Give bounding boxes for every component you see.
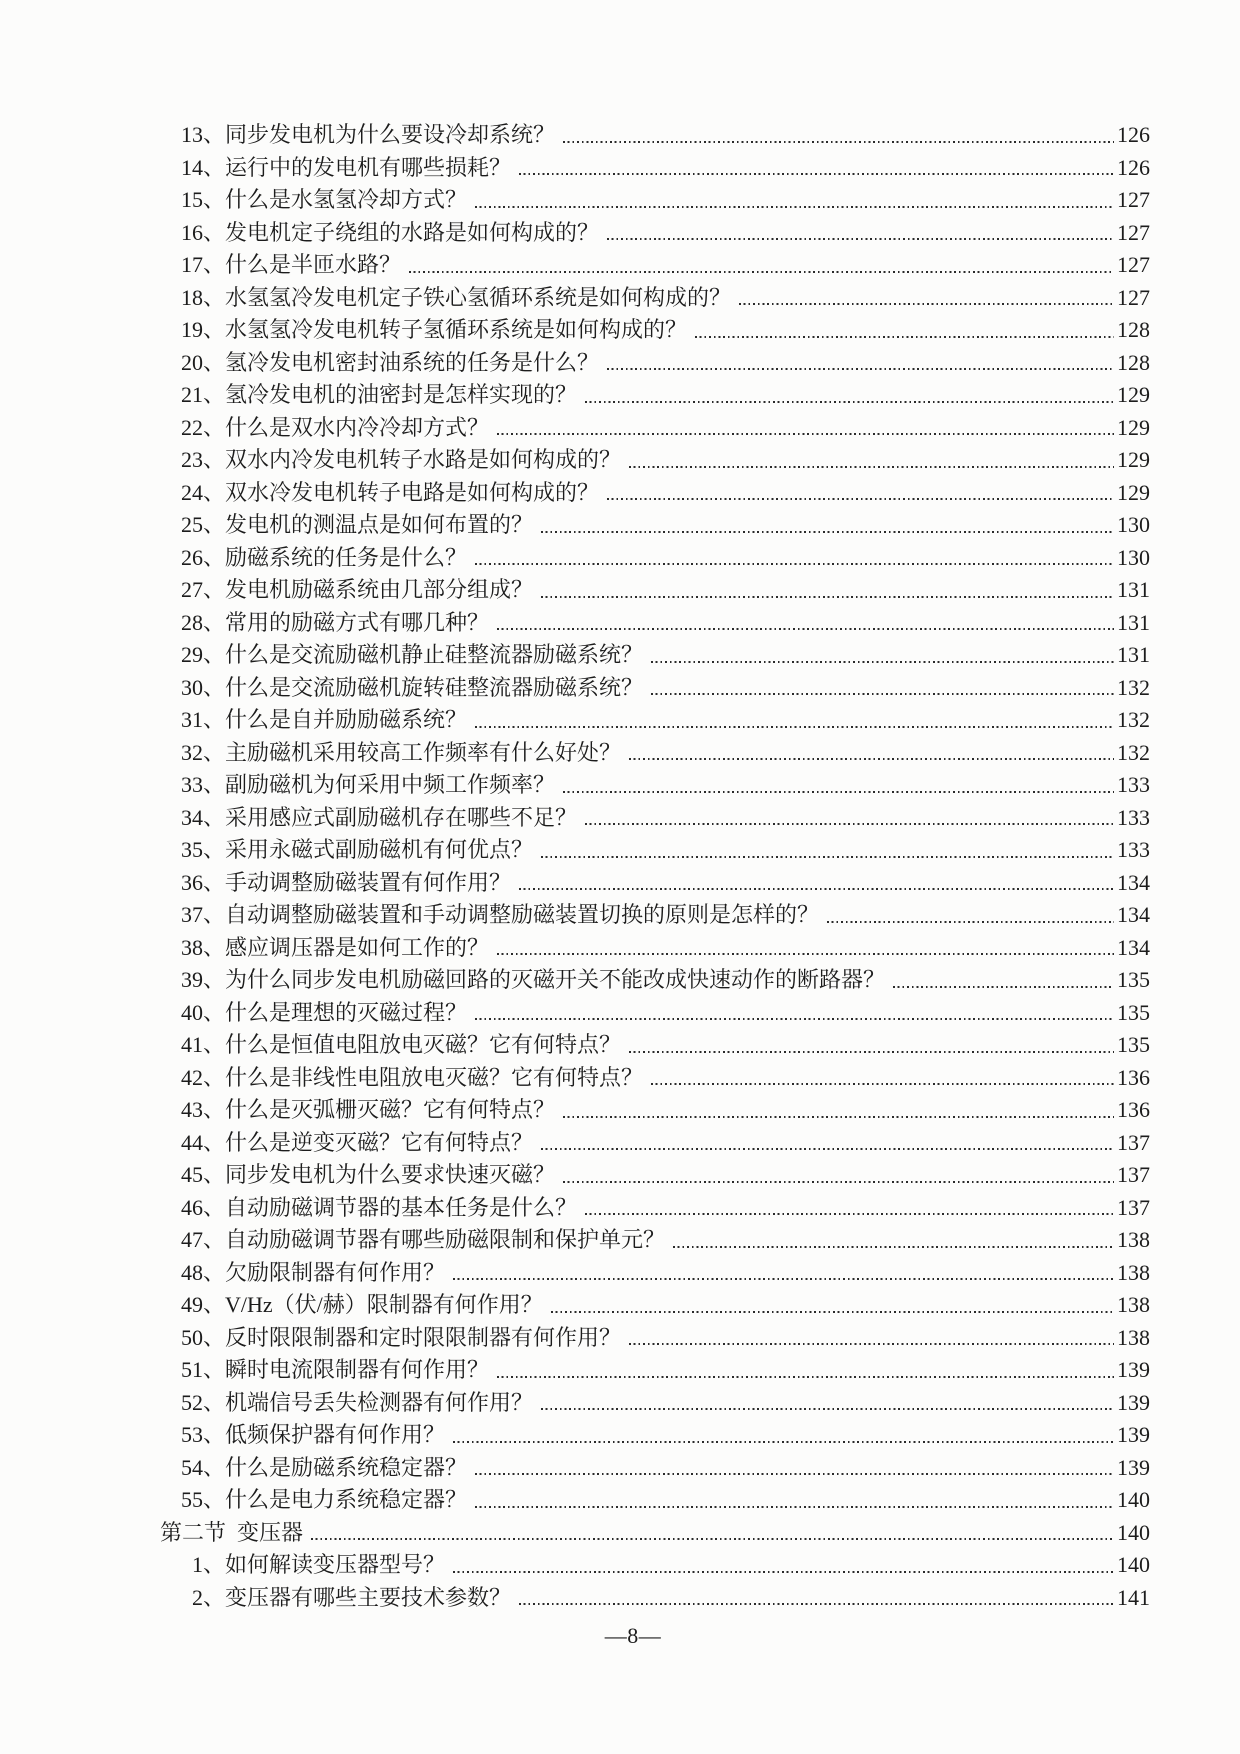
toc-entry-title: 水氢氢冷发电机转子氢循环系统是如何构成的？ <box>225 317 688 342</box>
toc-entry-number: 30、 <box>180 674 225 700</box>
toc-entry-page: 131 <box>1117 642 1150 667</box>
toc-entry-title: 采用感应式副励磁机存在哪些不足？ <box>225 804 578 830</box>
toc-entry-title: 励磁系统的任务是什么？ <box>225 544 468 570</box>
toc-entry-page: 133 <box>1117 837 1150 862</box>
dot-leader <box>541 1148 1114 1150</box>
toc-entry-title: 发电机励磁系统由几部分组成？ <box>225 577 534 602</box>
dot-leader <box>827 921 1114 923</box>
toc-entry-title: 为什么同步发电机励磁回路的灭磁开关不能改成快速动作的断路器？ <box>225 967 886 992</box>
toc-entry-number: 47、 <box>180 1227 225 1252</box>
toc-entry-number: 50、 <box>180 1324 225 1350</box>
dot-leader <box>563 791 1114 793</box>
toc-entry-title: 如何解读变压器型号？ <box>225 1552 446 1577</box>
toc-entry-page: 136 <box>1117 1064 1150 1090</box>
toc-entry-title: 常用的励磁方式有哪几种？ <box>225 609 490 635</box>
toc-entry-page: 134 <box>1117 869 1150 895</box>
toc-entry-page: 139 <box>1117 1357 1150 1382</box>
toc-entry-page: 137 <box>1117 1129 1150 1155</box>
toc-entry-page: 128 <box>1117 349 1150 375</box>
toc-entry-page: 138 <box>1117 1227 1150 1252</box>
toc-entry-number: 31、 <box>180 707 225 732</box>
toc-entry-number: 17、 <box>180 252 225 277</box>
toc-entry <box>155 607 1150 640</box>
dot-leader <box>585 401 1114 403</box>
toc-entry <box>155 802 1150 835</box>
toc-entry-number: 25、 <box>180 512 225 537</box>
toc-entry-title: 同步发电机为什么要求快速灭磁？ <box>225 1162 556 1187</box>
toc-entry <box>155 1192 1150 1225</box>
dot-leader <box>497 433 1114 435</box>
toc-entry-page: 139 <box>1117 1389 1150 1415</box>
toc-entry-page: 138 <box>1117 1292 1150 1317</box>
dot-leader <box>519 1603 1114 1605</box>
toc-entry <box>155 1062 1150 1095</box>
toc-entry-title: 什么是自并励励磁系统？ <box>225 707 468 732</box>
toc-entry-title: 变压器 <box>237 1519 304 1545</box>
toc-entry-title: 什么是理想的灭磁过程？ <box>225 999 468 1025</box>
dot-leader <box>497 1376 1114 1378</box>
toc-entry-title: 主励磁机采用较高工作频率有什么好处？ <box>225 739 622 765</box>
dot-leader <box>541 1408 1114 1410</box>
toc-entry-title: 反时限限制器和定时限限制器有何作用？ <box>225 1324 622 1350</box>
toc-entry-page: 140 <box>1117 1552 1150 1577</box>
toc-entry <box>155 542 1150 575</box>
dot-leader <box>551 1311 1114 1313</box>
dot-leader <box>409 271 1114 273</box>
toc-entry-page: 134 <box>1117 934 1150 960</box>
toc-entry <box>155 1549 1150 1582</box>
toc-entry <box>155 347 1150 380</box>
page-footer <box>605 1622 662 1650</box>
toc-entry-page: 131 <box>1117 609 1150 635</box>
toc-entry-number: 49、 <box>180 1292 225 1317</box>
toc-entry-page: 141 <box>1117 1584 1150 1610</box>
toc-entry-title: 双水内冷发电机转子水路是如何构成的？ <box>225 447 622 472</box>
dot-leader <box>607 368 1114 370</box>
toc-entry-number: 44、 <box>180 1129 225 1155</box>
toc-entry <box>155 217 1150 250</box>
toc-entry-page: 140 <box>1117 1519 1150 1545</box>
toc-entry-title: 瞬时电流限制器有何作用？ <box>225 1357 490 1382</box>
dot-leader <box>475 206 1114 208</box>
toc-entry <box>155 119 1150 152</box>
toc-entry-page: 128 <box>1117 317 1150 342</box>
toc-entry <box>155 1094 1150 1127</box>
toc-entry-title: 发电机的测温点是如何布置的？ <box>225 512 534 537</box>
toc-entry-number: 37、 <box>180 902 225 927</box>
toc-entry-title: 双水冷发电机转子电路是如何构成的？ <box>225 479 600 505</box>
toc-entry <box>155 1387 1150 1420</box>
toc-entry-number: 41、 <box>180 1032 225 1057</box>
toc-entry-number: 32、 <box>180 739 225 765</box>
toc-entry-number: 24、 <box>180 479 225 505</box>
toc-entry-title: 什么是灭弧栅灭磁？它有何特点？ <box>225 1097 556 1122</box>
toc-entry <box>155 574 1150 607</box>
toc-entry-title: 什么是双水内冷冷却方式？ <box>225 414 490 440</box>
toc-entry-number: 45、 <box>180 1162 225 1187</box>
toc-entry <box>155 249 1150 282</box>
dot-leader <box>563 1181 1114 1183</box>
dot-leader <box>739 303 1114 305</box>
toc-entry <box>155 1582 1150 1615</box>
toc-entry <box>155 1419 1150 1452</box>
toc-entry-page: 135 <box>1117 1032 1150 1057</box>
toc-entry <box>155 834 1150 867</box>
toc-entry-page: 129 <box>1117 447 1150 472</box>
toc-entry <box>155 282 1150 315</box>
toc-entry <box>155 672 1150 705</box>
toc-entry-page: 133 <box>1117 772 1150 797</box>
toc-entry-page: 139 <box>1117 1454 1150 1480</box>
toc-entry-number: 15、 <box>180 187 225 212</box>
toc-entry <box>155 1289 1150 1322</box>
toc-entry-title: 什么是恒值电阻放电灭磁？它有何特点？ <box>225 1032 622 1057</box>
dot-leader <box>585 1213 1114 1215</box>
toc-entry-number: 35、 <box>180 837 225 862</box>
dot-leader <box>541 531 1114 533</box>
toc-entry <box>155 444 1150 477</box>
toc-entry-title: 什么是电力系统稳定器？ <box>225 1487 468 1512</box>
dot-leader <box>497 953 1114 955</box>
dot-leader <box>311 1538 1114 1540</box>
toc-entry-page: 135 <box>1117 999 1150 1025</box>
toc-entry <box>155 184 1150 217</box>
toc-entry-page: 126 <box>1117 154 1150 180</box>
toc-entry-number: 28、 <box>180 609 225 635</box>
toc-entry-page: 137 <box>1117 1194 1150 1220</box>
toc-entry-page: 137 <box>1117 1162 1150 1187</box>
dot-leader <box>563 141 1114 143</box>
toc-entry-page: 127 <box>1117 187 1150 212</box>
toc-entry-title: 同步发电机为什么要设冷却系统？ <box>225 122 556 147</box>
dot-leader <box>629 1343 1114 1345</box>
dot-leader <box>453 1571 1114 1573</box>
toc-entry <box>155 769 1150 802</box>
toc-entry-number: 39、 <box>180 967 225 992</box>
dot-leader <box>497 628 1114 630</box>
toc-entry <box>155 152 1150 185</box>
toc-entry <box>155 867 1150 900</box>
dot-leader <box>475 1018 1114 1020</box>
toc-entry-page: 131 <box>1117 577 1150 602</box>
toc-entry-number: 26、 <box>180 544 225 570</box>
toc-entry-title: 发电机定子绕组的水路是如何构成的？ <box>225 219 600 245</box>
toc-entry <box>155 639 1150 672</box>
toc-entry-title: 低频保护器有何作用？ <box>225 1422 446 1447</box>
dot-leader <box>475 726 1114 728</box>
toc-entry-page: 136 <box>1117 1097 1150 1122</box>
toc-entry-page: 133 <box>1117 804 1150 830</box>
toc-entry <box>155 314 1150 347</box>
toc-entry <box>155 1159 1150 1192</box>
dot-leader <box>629 758 1114 760</box>
toc-entry-title: 欠励限制器有何作用？ <box>225 1259 446 1285</box>
toc-entry-title: 什么是交流励磁机旋转硅整流器励磁系统？ <box>225 674 644 700</box>
toc-entry <box>155 412 1150 445</box>
toc-entry-title: 自动调整励磁装置和手动调整励磁装置切换的原则是怎样的？ <box>225 902 820 927</box>
toc-entry <box>155 1224 1150 1257</box>
dot-leader <box>629 466 1114 468</box>
toc-entry-number: 20、 <box>180 349 225 375</box>
dot-leader <box>541 856 1114 858</box>
dot-leader <box>585 823 1114 825</box>
toc-entry-number: 46、 <box>180 1194 225 1220</box>
toc-entry-title: 什么是交流励磁机静止硅整流器励磁系统？ <box>225 642 644 667</box>
toc-entry-page: 130 <box>1117 512 1150 537</box>
toc-entry <box>155 997 1150 1030</box>
dot-leader <box>475 563 1114 565</box>
toc-entry-title: V/Hz（伏/赫）限制器有何作用？ <box>225 1292 543 1317</box>
toc-entry <box>155 1517 1150 1550</box>
toc-entry-title: 什么是逆变灭磁？它有何特点？ <box>225 1129 534 1155</box>
toc-entry-number: 36、 <box>180 869 225 895</box>
toc-entry-number: 27、 <box>180 577 225 602</box>
toc-entry-page: 132 <box>1117 739 1150 765</box>
toc-entry-title: 什么是半匝水路？ <box>225 252 402 277</box>
dot-leader <box>651 661 1114 663</box>
toc-entry <box>155 932 1150 965</box>
dot-leader <box>453 1441 1114 1443</box>
toc-entry <box>155 477 1150 510</box>
toc-entry-title: 自动励磁调节器有哪些励磁限制和保护单元？ <box>225 1227 666 1252</box>
toc-entry-page: 129 <box>1117 414 1150 440</box>
toc-entry-page: 130 <box>1117 544 1150 570</box>
toc-entry-number: 22、 <box>180 414 225 440</box>
toc-entry-number: 2、 <box>191 1584 225 1610</box>
toc-entry-title: 手动调整励磁装置有何作用？ <box>225 869 512 895</box>
dot-leader <box>629 1051 1114 1053</box>
toc-entry-page: 127 <box>1117 219 1150 245</box>
toc-entry <box>155 1029 1150 1062</box>
toc-entry-number: 第二节 <box>160 1519 227 1545</box>
dot-leader <box>673 1246 1114 1248</box>
toc-entry <box>155 704 1150 737</box>
toc-entry-number: 43、 <box>180 1097 225 1122</box>
toc-entry-number: 29、 <box>180 642 225 667</box>
dot-leader <box>695 336 1114 338</box>
toc-entry-number: 14、 <box>180 154 225 180</box>
toc-entry-number: 40、 <box>180 999 225 1025</box>
toc-entry-title: 采用永磁式副励磁机有何优点？ <box>225 837 534 862</box>
toc-entry-title: 自动励磁调节器的基本任务是什么？ <box>225 1194 578 1220</box>
toc-entry-title: 氢冷发电机的油密封是怎样实现的？ <box>225 382 578 407</box>
toc-entry-number: 23、 <box>180 447 225 472</box>
toc-entry-page: 140 <box>1117 1487 1150 1512</box>
toc-entry <box>155 379 1150 412</box>
toc-entry-title: 氢冷发电机密封油系统的任务是什么？ <box>225 349 600 375</box>
dot-leader <box>475 1506 1114 1508</box>
toc-entry-title: 什么是励磁系统稳定器？ <box>225 1454 468 1480</box>
dot-leader <box>475 1473 1114 1475</box>
toc-entry-title: 感应调压器是如何工作的？ <box>225 934 490 960</box>
toc-entry-page: 134 <box>1117 902 1150 927</box>
toc-entry-number: 55、 <box>180 1487 225 1512</box>
toc-entry <box>155 1452 1150 1485</box>
toc-entry <box>155 1484 1150 1517</box>
toc-entry-number: 16、 <box>180 219 225 245</box>
toc-entry-number: 42、 <box>180 1064 225 1090</box>
toc-entry-number: 53、 <box>180 1422 225 1447</box>
toc-entry-title: 运行中的发电机有哪些损耗？ <box>225 154 512 180</box>
toc-entry-number: 48、 <box>180 1259 225 1285</box>
dot-leader <box>563 1116 1114 1118</box>
toc-entry <box>155 509 1150 542</box>
toc-entry-number: 1、 <box>191 1552 225 1577</box>
toc-entry-number: 21、 <box>180 382 225 407</box>
toc-entry-number: 33、 <box>180 772 225 797</box>
toc-entry-title: 变压器有哪些主要技术参数？ <box>225 1584 512 1610</box>
toc-entry-title: 副励磁机为何采用中频工作频率？ <box>225 772 556 797</box>
toc-entry-number: 52、 <box>180 1389 225 1415</box>
toc-entry-page: 138 <box>1117 1324 1150 1350</box>
footer-page-number: —8— <box>604 1623 662 1648</box>
dot-leader <box>651 693 1114 695</box>
toc-entry <box>155 899 1150 932</box>
toc-entry-page: 127 <box>1117 252 1150 277</box>
dot-leader <box>541 596 1114 598</box>
toc-entry-page: 132 <box>1117 674 1150 700</box>
dot-leader <box>651 1083 1114 1085</box>
toc-entry-page: 126 <box>1117 122 1150 147</box>
toc-entry <box>155 1354 1150 1387</box>
toc-entry-number: 18、 <box>180 284 225 310</box>
toc-entry-page: 139 <box>1117 1422 1150 1447</box>
toc-entry-title: 机端信号丢失检测器有何作用？ <box>225 1389 534 1415</box>
toc-entry-page: 129 <box>1117 382 1150 407</box>
dot-leader <box>893 986 1114 988</box>
toc-entry-page: 132 <box>1117 707 1150 732</box>
toc-entry-number: 34、 <box>180 804 225 830</box>
dot-leader <box>519 173 1114 175</box>
toc-entry <box>155 1322 1150 1355</box>
dot-leader <box>607 238 1114 240</box>
toc-entry <box>155 737 1150 770</box>
toc-entry-number: 13、 <box>180 122 225 147</box>
toc-entry-page: 135 <box>1117 967 1150 992</box>
toc-entry-title: 什么是非线性电阻放电灭磁？它有何特点？ <box>225 1064 644 1090</box>
dot-leader <box>519 888 1114 890</box>
toc-entry-number: 54、 <box>180 1454 225 1480</box>
toc-list <box>155 119 1150 1614</box>
toc-entry <box>155 964 1150 997</box>
dot-leader <box>453 1278 1114 1280</box>
toc-entry-page: 138 <box>1117 1259 1150 1285</box>
toc-entry-number: 19、 <box>180 317 225 342</box>
toc-entry-page: 129 <box>1117 479 1150 505</box>
toc-entry <box>155 1257 1150 1290</box>
toc-entry <box>155 1127 1150 1160</box>
toc-entry-number: 38、 <box>180 934 225 960</box>
toc-entry-page: 127 <box>1117 284 1150 310</box>
toc-entry-title: 什么是水氢氢冷却方式？ <box>225 187 468 212</box>
toc-entry-number: 51、 <box>180 1357 225 1382</box>
toc-entry-title: 水氢氢冷发电机定子铁心氢循环系统是如何构成的？ <box>225 284 732 310</box>
dot-leader <box>607 498 1114 500</box>
